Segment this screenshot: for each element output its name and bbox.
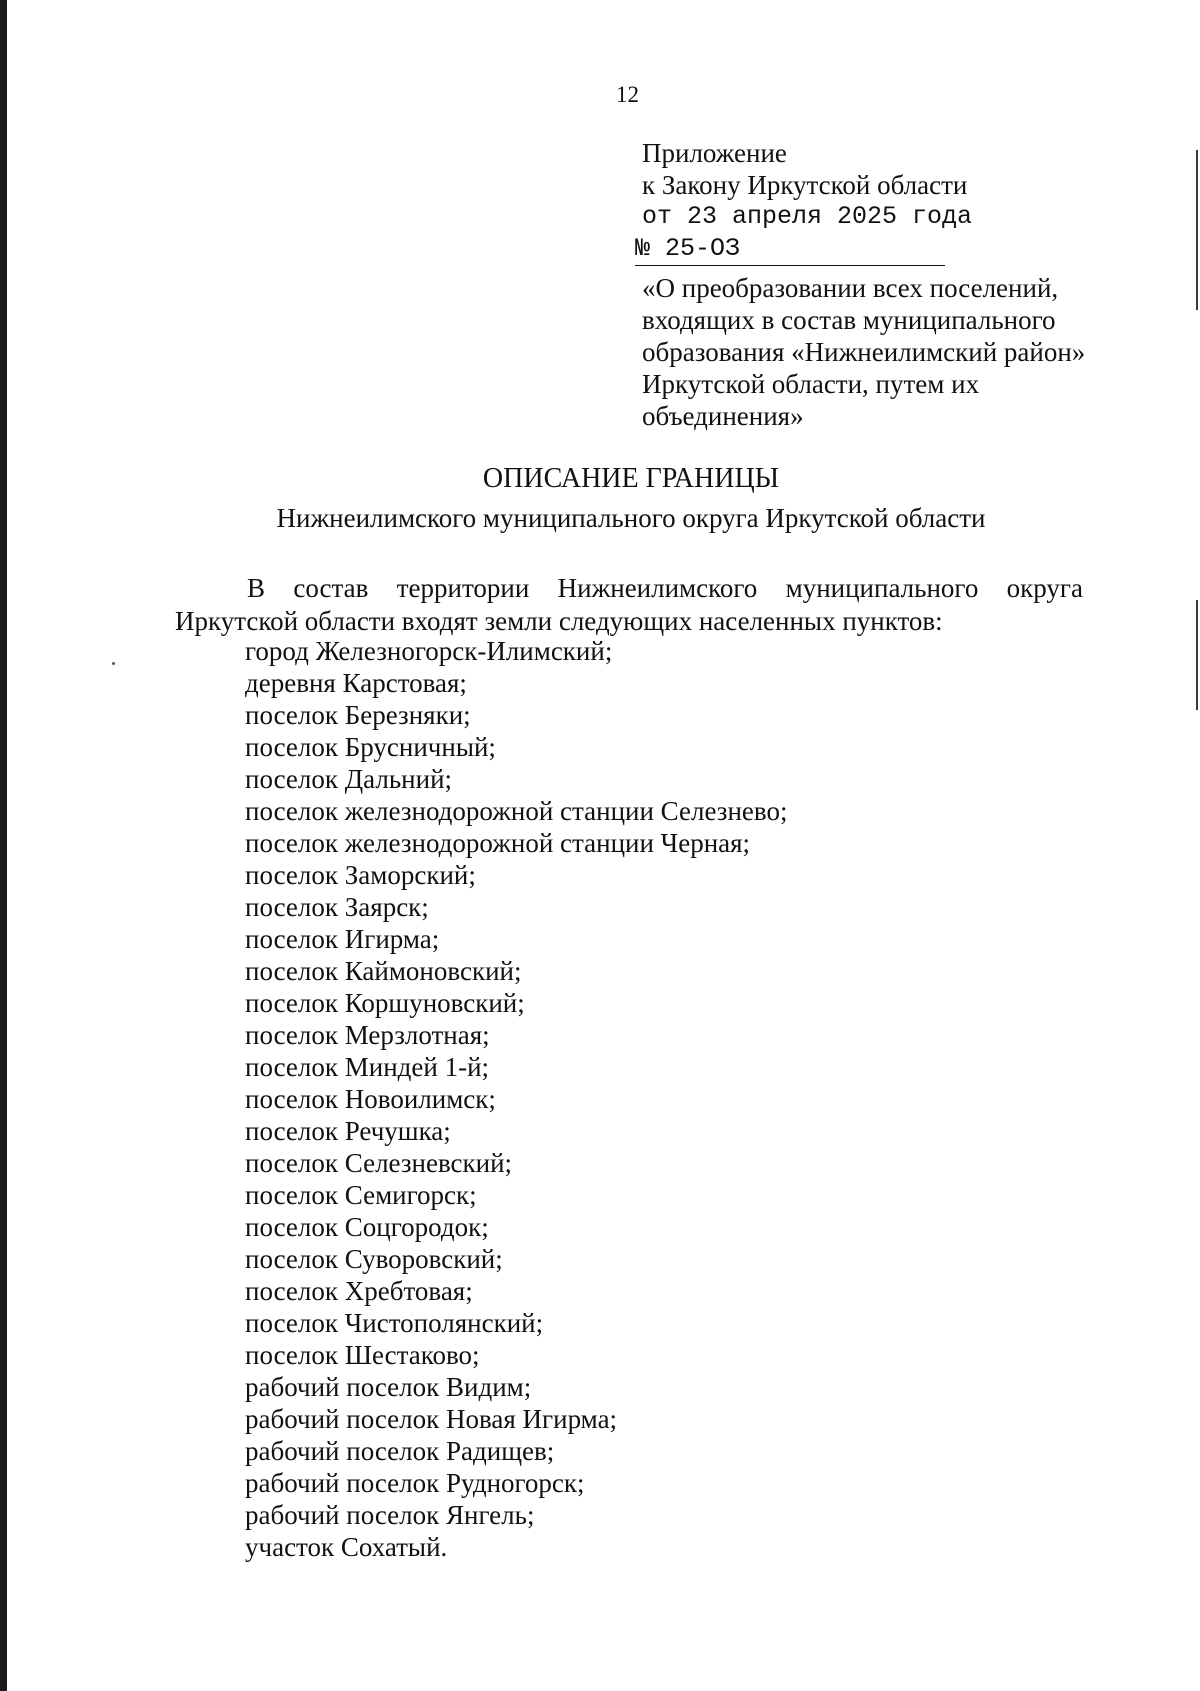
intro-paragraph: В состав территории Нижнеилимского муниципального округа Иркутской области входят земли следующих населенных пунктов: [175, 573, 1083, 636]
settlement-item: город Железногорск-Илимский; [245, 636, 613, 666]
settlement-item: поселок Заярск; [245, 892, 429, 922]
settlement-item: поселок Березняки; [245, 700, 471, 730]
settlement-item: поселок Брусничный; [245, 732, 496, 762]
settlement-item: поселок Каймоновский; [245, 956, 522, 986]
appendix-law-title: «О преобразовании всех поселений, входящих в состав муниципального образования «Нижнеилимский район» Иркутской области, путем их объединения» [642, 273, 1086, 431]
settlement-item: поселок Мерзлотная; [245, 1020, 490, 1050]
settlement-item: поселок Семигорск; [245, 1180, 477, 1210]
settlement-item: рабочий поселок Рудногорск; [245, 1468, 585, 1498]
document-subtitle: Нижнеилимского муниципального округа Иркутской области [276, 503, 986, 533]
settlement-item: рабочий поселок Видим; [245, 1372, 532, 1402]
scan-speck [112, 662, 115, 665]
settlement-item: поселок Заморский; [245, 860, 476, 890]
settlement-item: поселок Селезневский; [245, 1148, 513, 1178]
settlement-item: поселок железнодорожной станции Черная; [245, 828, 751, 858]
settlement-item: поселок Шестаково; [245, 1340, 480, 1370]
page-number: 12 [616, 82, 639, 107]
scan-left-edge [0, 0, 7, 1691]
settlement-item: поселок Суворовский; [245, 1244, 503, 1274]
settlement-item: поселок Хребтовая; [245, 1276, 473, 1306]
settlement-item: поселок Чистополянский; [245, 1308, 544, 1338]
document-title: ОПИСАНИЕ ГРАНИЦЫ [482, 463, 780, 494]
settlement-item: поселок Речушка; [245, 1116, 451, 1146]
settlement-item: рабочий поселок Янгель; [245, 1500, 535, 1530]
appendix-date: от 23 апреля 2025 года [642, 202, 973, 231]
settlement-list [245, 635, 787, 1563]
appendix-block [635, 137, 1112, 432]
settlement-item: поселок Игирма; [245, 924, 440, 954]
settlement-item: поселок Дальний; [245, 764, 453, 794]
settlement-item: деревня Карстовая; [245, 668, 467, 698]
settlement-item: поселок железнодорожной станции Селезнево; [245, 796, 788, 826]
appendix-number: № 25-ОЗ [635, 233, 945, 266]
appendix-number-line [635, 233, 1112, 266]
scan-right-edge-mark [1196, 600, 1198, 710]
settlement-item: рабочий поселок Радищев; [245, 1436, 555, 1466]
appendix-law-reference: к Закону Иркутской области [642, 170, 968, 200]
settlement-item: поселок Соцгородок; [245, 1212, 489, 1242]
settlement-item: поселок Новоилимск; [245, 1084, 496, 1114]
settlement-item: поселок Коршуновский; [245, 988, 525, 1018]
appendix-heading: Приложение [642, 138, 787, 168]
settlement-item: поселок Миндей 1-й; [245, 1052, 490, 1082]
settlement-item: рабочий поселок Новая Игирма; [245, 1404, 618, 1434]
settlement-item: участок Сохатый. [245, 1532, 448, 1562]
scan-right-edge-mark [1196, 150, 1198, 310]
